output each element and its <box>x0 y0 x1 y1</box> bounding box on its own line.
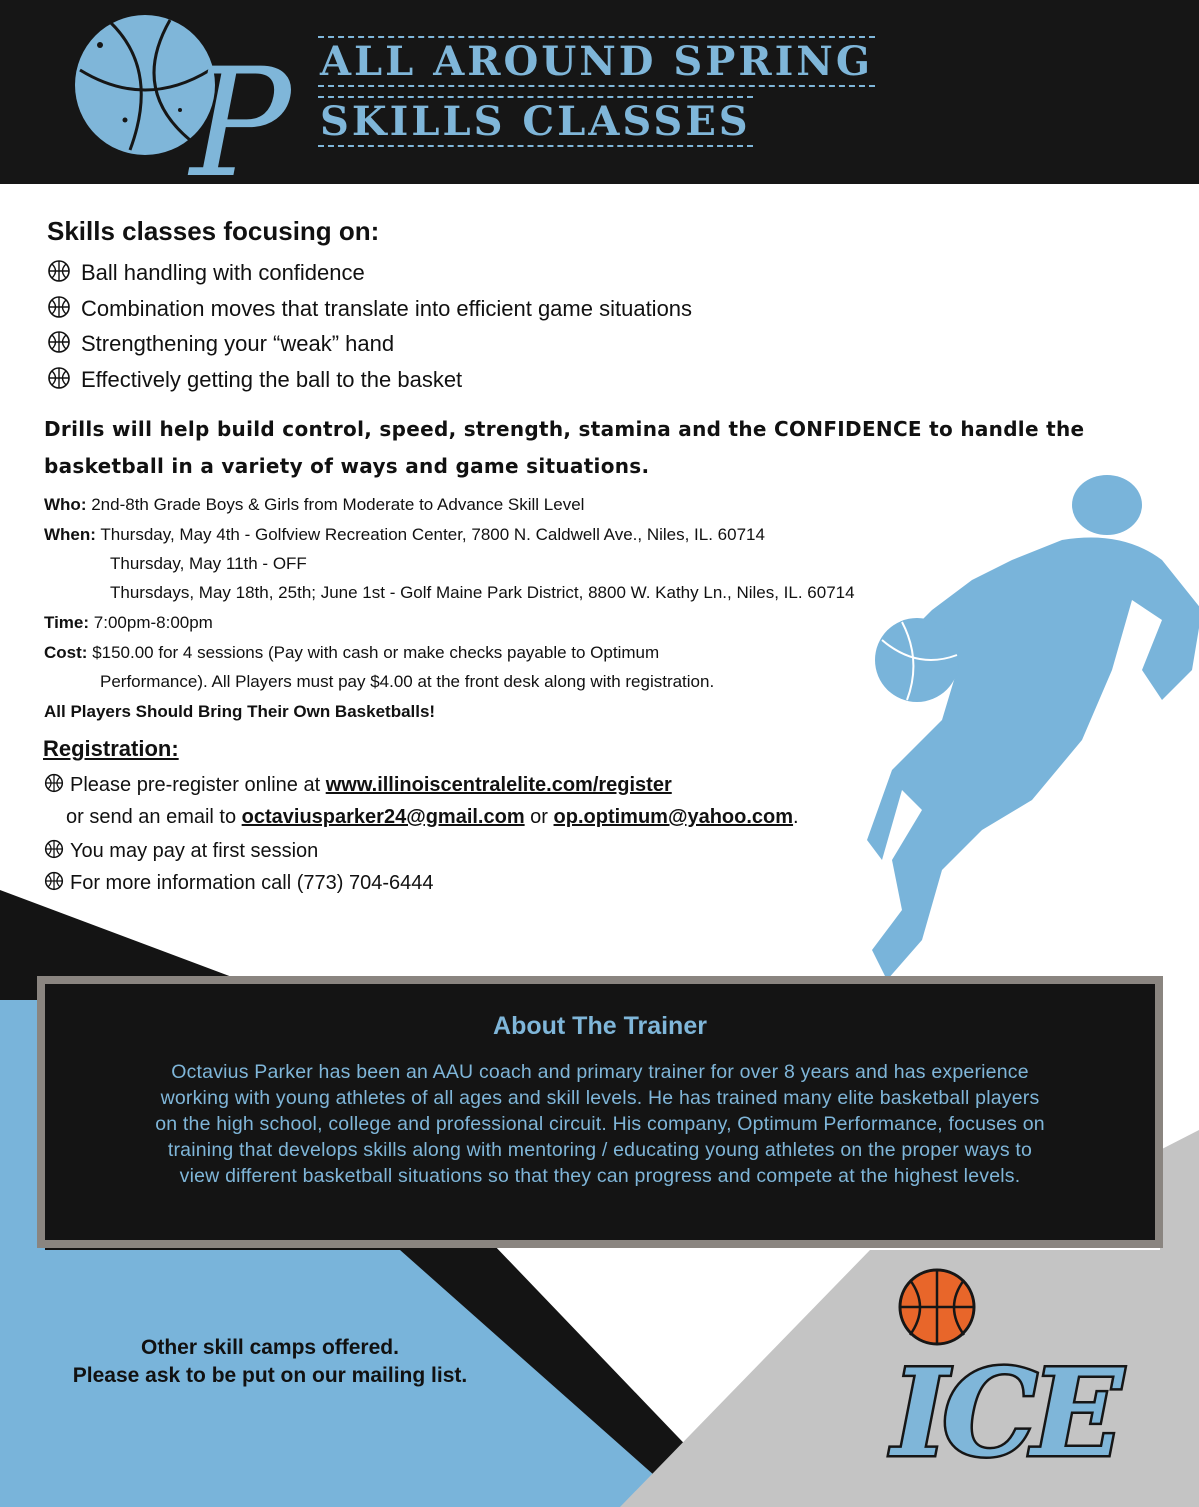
focus-item: Ball handling with confidence <box>47 259 365 286</box>
when-line-3: Thursdays, May 18th, 25th; June 1st - Golf Maine Park District, 8800 W. Kathy Ln., Niles, IL. 60714 <box>110 583 855 602</box>
time-line: Time: 7:00pm-8:00pm <box>44 613 213 632</box>
op-basketball-logo <box>70 10 300 180</box>
basketball-icon <box>47 330 71 354</box>
trainer-bio: Octavius Parker has been an AAU coach and primary trainer for over 8 years and has experience working with young athletes of all ages and skill levels. He has trained many elite basketball players on the high school, college and professional circuit. His company, Optimum Performance, focuses on training that develops skills along with mentoring / educating young athletes on the proper ways to view different basketball situations so that they can progress and compete at the highest levels. <box>155 1061 1045 1187</box>
focus-item: Effectively getting the ball to the basket <box>47 366 462 393</box>
cost-line-1: Cost: $150.00 for 4 sessions (Pay with cash or make checks payable to Optimum <box>44 643 660 662</box>
registration-line-2: or send an email to octaviusparker24@gmail.com or op.optimum@yahoo.com. <box>66 806 799 828</box>
title-line-1: ALL AROUND SPRING <box>320 38 874 85</box>
email-link-1[interactable]: octaviusparker24@gmail.com <box>241 806 525 828</box>
logo-letter: P <box>190 37 291 180</box>
basketball-icon <box>44 839 64 859</box>
registration-line-1: Please pre-register online at www.illinoiscentralelite.com/register <box>44 773 672 797</box>
when-line-1: When: Thursday, May 4th - Golfview Recreation Center, 7800 N. Caldwell Ave., Niles, IL. 60714 <box>44 525 765 544</box>
basketball-player-silhouette <box>862 470 1199 980</box>
registration-line-4: For more information call (773) 704-6444 <box>44 871 434 895</box>
register-url-link[interactable]: www.illinoiscentralelite.com/register <box>325 774 672 796</box>
ice-logo <box>880 1265 1170 1475</box>
when-line-2: Thursday, May 11th - OFF <box>110 554 307 573</box>
basketball-icon <box>47 295 71 319</box>
trainer-title: About The Trainer <box>493 1012 707 1040</box>
focus-item: Strengthening your “weak” hand <box>47 330 394 357</box>
registration-line-3: You may pay at first session <box>44 839 318 863</box>
who-line: Who: 2nd-8th Grade Boys & Girls from Moderate to Advance Skill Level <box>44 495 585 514</box>
focus-item: Combination moves that translate into efficient game situations <box>47 295 692 322</box>
bring-basketballs-note: All Players Should Bring Their Own Basketballs! <box>44 702 436 721</box>
drills-statement: Drills will help build control, speed, strength, stamina and the CONFIDENCE to handle the basketball in a variety of ways and game situations. <box>44 417 1085 478</box>
other-camps-line-2: Please ask to be put on our mailing list. <box>72 1364 468 1387</box>
registration-heading: Registration: <box>43 736 179 761</box>
basketball-icon <box>47 259 71 283</box>
other-camps-line-1: Other skill camps offered. <box>141 1336 399 1359</box>
ice-logo-text: ICE <box>892 1343 1118 1475</box>
basketball-icon <box>47 366 71 390</box>
cost-line-2: Performance). All Players must pay $4.00 at the front desk along with registration. <box>100 672 715 691</box>
focus-heading: Skills classes focusing on: <box>47 216 380 246</box>
title-line-2: SKILLS CLASSES <box>320 98 751 145</box>
email-link-2[interactable]: op.optimum@yahoo.com <box>553 806 794 828</box>
basketball-icon <box>44 871 64 891</box>
basketball-icon <box>44 773 64 793</box>
